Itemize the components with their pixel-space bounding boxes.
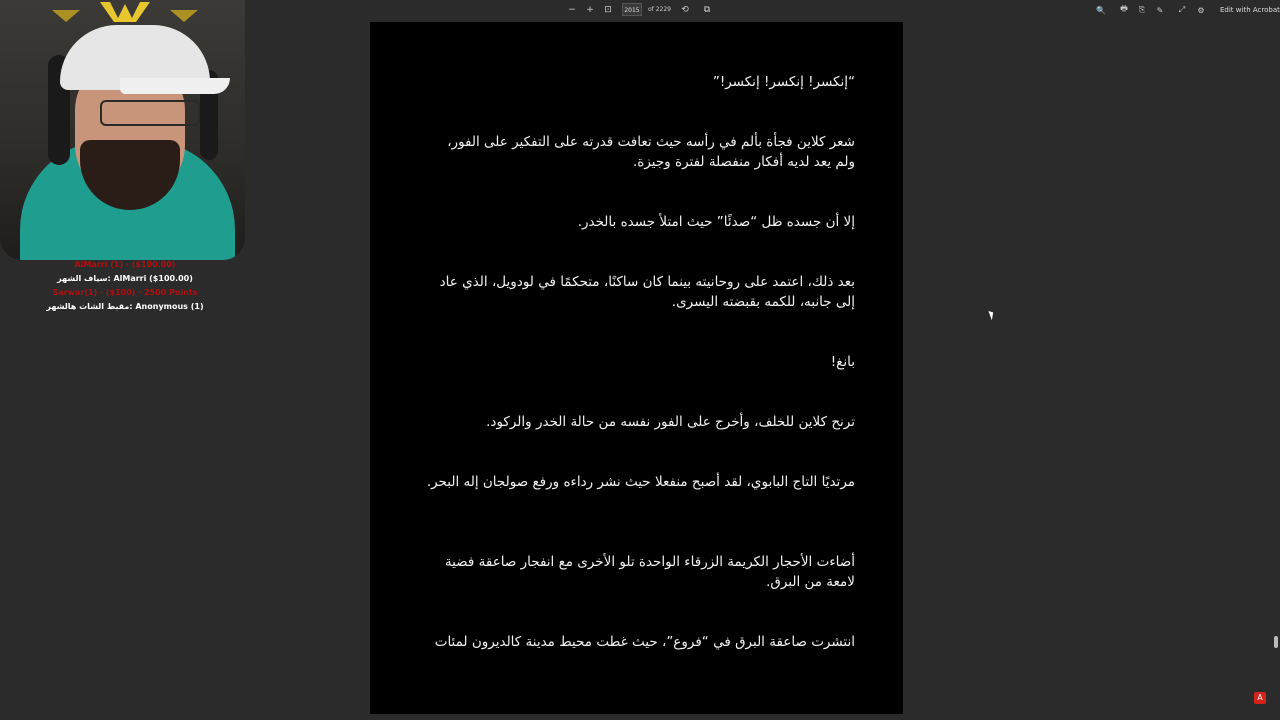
page-number-input[interactable]: 2015: [622, 3, 642, 16]
paragraph: شعر كلاين فجأة بألم في رأسه حيث تعافت قدرته على التفكير على الفور، ولم يعد لديه أفكار منفصلة لفترة وجيزة.: [447, 134, 855, 170]
pdf-page: [370, 22, 903, 714]
save-icon[interactable]: ⎘: [1138, 5, 1146, 14]
donation-line: مقبط الشات هالشهر: Anonymous (1): [46, 302, 204, 311]
donation-line: Sarwar(1) · ($100) · 2500 Points: [52, 288, 198, 297]
page-view-icon[interactable]: ⧉: [703, 5, 711, 15]
streamer-glasses: [100, 100, 200, 126]
crown-logo-icon: [50, 0, 200, 24]
paragraph: بعد ذلك، اعتمد على روحانيته بينما كان ساكنًا، متحكمًا في لودويل، الذي عاد إلى جانبه، للكمه بقبضته اليسرى.: [439, 274, 855, 310]
zoom-out-button[interactable]: −: [568, 5, 576, 15]
print-icon[interactable]: 🖶: [1120, 4, 1128, 13]
mouse-cursor-icon: [988, 310, 995, 321]
rotate-icon[interactable]: ⟲: [681, 5, 689, 15]
settings-icon[interactable]: ⚙: [1197, 5, 1205, 15]
webcam-overlay: [0, 0, 245, 260]
zoom-in-button[interactable]: +: [586, 5, 594, 15]
acrobat-icon[interactable]: A: [1254, 692, 1266, 704]
donation-line: AlMarri (1) · ($100.00): [74, 260, 176, 269]
paragraph: بانغ!: [830, 354, 855, 370]
page-count: of 2229: [648, 6, 671, 13]
paragraph: “إنكسر! إنكسر! إنكسر!”: [712, 74, 855, 90]
paragraph: ترنح كلاين للخلف، وأخرج على الفور نفسه من حالة الخدر والركود.: [486, 414, 855, 430]
annotate-icon[interactable]: ✎: [1156, 5, 1164, 15]
paragraph: مرتديًا التاج البابوي، لقد أصبح منفعلا حيث نشر رداءه ورفع صولجان إله البحر.: [426, 474, 855, 490]
donation-line: سياف الشهر: AlMarri ($100.00): [57, 274, 193, 283]
search-icon[interactable]: 🔍: [1096, 5, 1106, 15]
paragraph: أضاءت الأحجار الكريمة الزرقاء الواحدة تلو الأخرى مع انفجار صاعقة فضية لامعة من البرق.: [444, 554, 855, 590]
fullscreen-icon[interactable]: ⤢: [1178, 5, 1186, 14]
cap-visor: [120, 78, 230, 94]
scrollbar-thumb[interactable]: [1274, 636, 1278, 648]
fit-page-icon[interactable]: ⊡: [604, 5, 612, 15]
stream-donation-overlay: [0, 258, 250, 314]
paragraph: انتشرت صاعقة البرق في “فروع”، حيث غطت محيط مدينة كالديرون لمئات: [434, 634, 855, 650]
edit-with-acrobat-button[interactable]: Edit with Acrobat: [1220, 6, 1280, 14]
paragraph: إلا أن جسده ظل “صدئًا” حيث امتلأ جسده بالخدر.: [577, 214, 855, 230]
